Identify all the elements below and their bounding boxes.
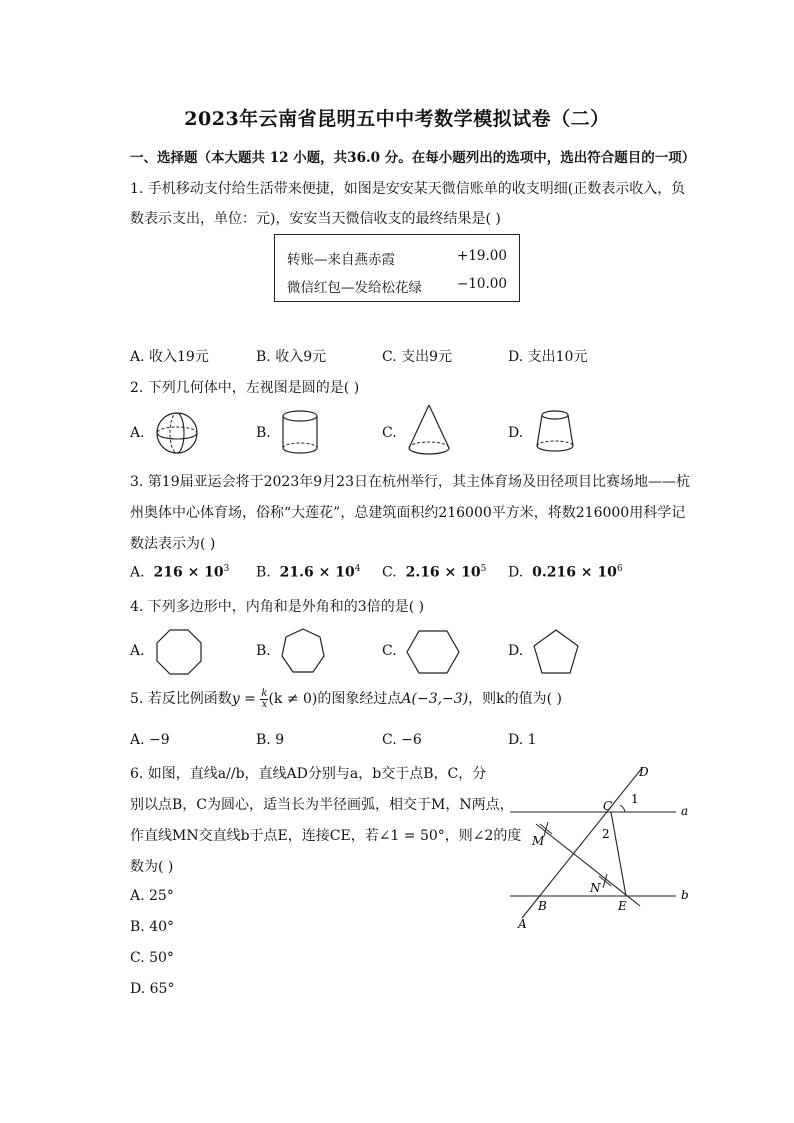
label-n: N	[590, 881, 601, 895]
q5-option-c: C. −6	[382, 732, 422, 748]
q5-option-a: A. −9	[130, 732, 170, 748]
q6-option-b: B. 40°	[130, 919, 175, 935]
q1-line2: 数表示支出，单位：元)，安安当天微信收支的最终结果是( )	[130, 211, 501, 227]
segment-ce	[611, 812, 626, 896]
label-m: M	[532, 834, 545, 848]
q1-row-item: 转账—来自燕赤霞	[287, 252, 395, 268]
q5-option-d: D. 1	[508, 732, 537, 748]
q6-option-c: C. 50°	[130, 950, 174, 966]
q4-stem: 4. 下列多边形中，内角和是外角和的3倍的是( )	[130, 599, 425, 615]
q1-row-amount: −10.00	[457, 276, 507, 292]
q3-line2: 州奥体中心体育场，俗称“大莲花”，总建筑面积约216000平方米，将数216000用科学记	[130, 505, 686, 521]
q2-label-c: C.	[382, 425, 397, 441]
q4-label-b: B.	[256, 643, 271, 659]
hexagon-icon	[404, 628, 462, 676]
q1-option-a: A. 收入19元	[130, 349, 209, 365]
angle-1-arc	[620, 805, 625, 812]
octagon-icon	[154, 627, 204, 677]
q5-fraction: $\frac{k}{x}$	[261, 687, 268, 710]
cylinder-icon	[276, 406, 324, 458]
q1-option-b: B. 收入9元	[256, 349, 327, 365]
page-title: 2023年云南省昆明五中中考数学模拟试卷（二）	[184, 108, 610, 130]
q1-option-d: D. 支出10元	[508, 349, 588, 365]
q2-label-d: D.	[508, 425, 524, 441]
q1-payment-table	[274, 234, 520, 302]
label-d: D	[639, 765, 649, 779]
q2-label-b: B.	[256, 425, 271, 441]
label-angle-2: 2	[602, 827, 610, 841]
q3-option-d: D. $0.216 \times 10^6$	[508, 564, 623, 581]
q5-option-b: B. 9	[256, 732, 285, 748]
q3-option-b: B. $21.6 \times 10^4$	[256, 564, 361, 581]
q1-table-row	[287, 276, 507, 296]
q4-label-c: C.	[382, 643, 397, 659]
q2-label-a: A.	[130, 425, 145, 441]
q3-option-c: C. $2.16 \times 10^5$	[382, 564, 487, 581]
label-angle-1: 1	[631, 792, 639, 806]
label-e: E	[618, 899, 627, 913]
pentagon-icon	[530, 627, 582, 677]
q4-label-a: A.	[130, 643, 145, 659]
q1-row-amount: +19.00	[457, 248, 507, 264]
q1-line1: 1. 手机移动支付给生活带来便捷，如图是安安某天微信账单的收支明细(正数表示收入，负	[130, 181, 686, 197]
section-heading: 一、选择题（本大题共 12 小题，共36.0 分。在每小题列出的选项中，选出符合题目的一项）	[130, 150, 696, 166]
q6-option-d: D. 65°	[130, 981, 175, 997]
q5-stem: 5. 若反比例函数y = $\frac{k}{x}$ (k ≠ 0)的图象经过点A(−3,−3)，则k的值为( )	[130, 687, 563, 710]
q3-line3: 数法表示为( )	[130, 536, 216, 552]
q3-option-a: A. $216 \times 10^3$	[130, 564, 230, 581]
heptagon-icon	[278, 626, 328, 678]
label-b-line: b	[681, 888, 689, 902]
label-c: C	[603, 799, 613, 813]
label-a-point: A	[518, 917, 527, 931]
label-a-line: a	[681, 804, 689, 818]
q6-line1: 6. 如图，直线a//b，直线AD分别与a，b交于点B，C，分	[130, 766, 487, 782]
q1-row-item: 微信红包—发给松花绿	[287, 280, 422, 296]
q4-label-d: D.	[508, 643, 524, 659]
cone-icon	[404, 402, 454, 458]
q6-geometry-figure	[500, 758, 700, 938]
q3-line1: 3. 第19届亚运会将于2023年9月23日在杭州举行，其主体育场及田径项目比赛场地——杭	[130, 474, 690, 490]
label-b-point: B	[538, 899, 547, 913]
q1-table-row	[287, 248, 507, 268]
q6-option-a: A. 25°	[130, 888, 174, 904]
frustum-icon	[532, 406, 578, 458]
q1-option-c: C. 支出9元	[382, 349, 453, 365]
q6-line4: 数为( )	[130, 859, 174, 875]
arc-mark-n	[599, 874, 611, 888]
q2-stem: 2. 下列几何体中，左视图是圆的是( )	[130, 380, 360, 396]
q6-line2: 别以点B，C为圆心，适当长为半径画弧，相交于M，N两点，	[130, 797, 514, 813]
sphere-icon	[152, 410, 204, 456]
q6-line3: 作直线MN交直线b于点E，连接CE，若∠1 = 50°，则∠2的度	[130, 828, 522, 844]
